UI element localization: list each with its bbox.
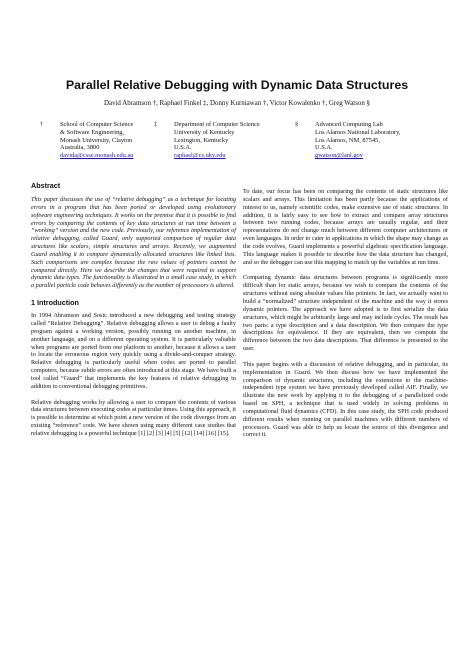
- affiliation-line: Monash University, Clayton: [60, 136, 133, 144]
- affiliation-line: U.S.A.: [315, 144, 333, 152]
- paper-title: Parallel Relative Debugging with Dynamic Data Structures: [65, 78, 409, 92]
- affiliation-line: Australia, 3800: [60, 144, 100, 152]
- email-link[interactable]: gwatson@lanl.gov: [315, 152, 363, 160]
- affiliation-mark: ‡: [154, 121, 158, 128]
- introduction-heading: 1 Introduction: [31, 298, 79, 308]
- affiliation-line: School of Computer Science: [60, 121, 134, 128]
- affiliation-line: Los Alamos, NM, 87545,: [315, 136, 380, 144]
- affiliation-lanl: [295, 121, 401, 160]
- affiliation-line: Advanced Computing Lab: [315, 121, 383, 128]
- affiliation-line: U.S.A.: [174, 144, 192, 152]
- body-paragraph: To date, our focus has been on comparing the contents of static structures like scalars and arrays. This limitation has been partly because the applications of interest to us, namely scientific codes, make extensive use of static structures. In addition, it is fairly easy to see how to extract and compare array structures between two running codes, because arrays are usually regular, and their representations do not change much between different computer architectures or even languages. In order to cater to applications in which the shape may change as the code evolves, Guard implements a powerful algebraic specification language. This language makes it possible to describe how the data structure has changed, and so the debugger can use this mapping to match up the variables at run time.: [243, 188, 448, 266]
- abstract-heading: Abstract: [31, 181, 61, 190]
- right-column: [243, 188, 448, 447]
- email-link[interactable]: raphael@cs.uky.edu: [174, 152, 226, 160]
- author-list: David Abramson †, Raphael Finkel ‡, Donny Kurniawan †, Victor Kowalenko †, Greg Watson §: [104, 100, 370, 107]
- body-paragraph: Comparing dynamic data structures between programs is significantly more difficult than for static arrays, because we wish to compare the contents of the structures without using absolute values like pointers. In fact, we actually want to build a “normalized” structure independent of the machine and the way it stores dynamic pointers. The approach we have adopted is to first serialize the data structures, which might be arbitrarily large and may include cycles. The result has two parts: a type description and a data description. We then compare the type descriptions for equivalence. If they are equivalent, then we compute the difference between the two data descriptions. That difference is presented to the user.: [243, 274, 448, 353]
- body-paragraph: In 1994 Abramson and Sosic introduced a new debugging and testing strategy called “Relative Debugging”. Relative debugging allows a user to debug a faulty program against a working version, possibly running on another machine, in another language, and on a different operating system. It is particularly valuable when programs are ported from one platform to another, because it allows a user to locate the erroneous region very quickly using a divide-and-conquer strategy. Relative debugging is particularly useful when codes are ported to parallel computers, because subtle errors are often introduced at this stage. We have built a tool called “Guard” that implements the key features of relative debugging in addition to conventional debugging primitives.: [31, 312, 236, 390]
- affiliation-mark: †: [40, 121, 44, 128]
- affiliation-monash: [40, 121, 134, 160]
- affiliation-line: & Software Engineering,: [60, 128, 125, 136]
- affiliation-mark: §: [295, 121, 299, 128]
- body-paragraph: This paper begins with a discussion of relative debugging, and in particular, its implementation in Guard. We then discuss how we have implemented the comparison of dynamic structures, including the extensions to the machine-independent type system we have previously developed called AIF. Finally, we illustrate the new work by applying it to the debugging of a parallelized code based on SPH, a technique that is used widely in solving problems in computational fluid dynamics (CFD). In this case study, the SPH code produced different results when running on parallel machines with different numbers of processors. Guard was able to help us locate the source of this divergence and correct it.: [243, 360, 448, 439]
- affiliation-kentucky: [154, 121, 260, 160]
- affiliation-line: Los Alamos National Laboratory,: [315, 128, 401, 136]
- abstract-text: This paper discusses the use of “relative debugging” as a technique for locating errors in a program that has been ported or developed using evolutionary software engineering techniques. It works on the premise that it is possible to find errors by comparing the contents of key data structures at run time between a “working” version and the new code. Previously, our reference implementation of relative debugging, called Guard, only supported comparison of regular data structures like scalars, simple structures and arrays. Recently, we augmented Guard enabling it to compare dynamically allocated structures like linked lists. Such comparisons are complex because the raw values of pointers cannot be compared directly. Here we describe the changes that were required to support dynamic data types. The functionality is illustrated in a small case study, in which a parallel particle code behaves differently as the number of processors is altered.: [31, 196, 236, 290]
- affiliation-line: University of Kentucky: [174, 128, 235, 136]
- left-column: [31, 181, 236, 446]
- affiliation-line: Department of Computer Science: [174, 121, 260, 128]
- email-link[interactable]: davida@csse.monash.edu.au: [60, 152, 134, 160]
- affiliation-line: Lexington, Kentucky: [174, 136, 229, 144]
- body-paragraph: Relative debugging works by allowing a user to compare the contents of various data structures between executing codes at particular times. Using this approach, it is possible to determine at which point a new version of the code diverges from an existing “reference” code. We have shown using many different case studies that relative debugging is a powerful technique [1] [2] [3] [4] [5] [12] [14] [16] [15].: [31, 398, 236, 437]
